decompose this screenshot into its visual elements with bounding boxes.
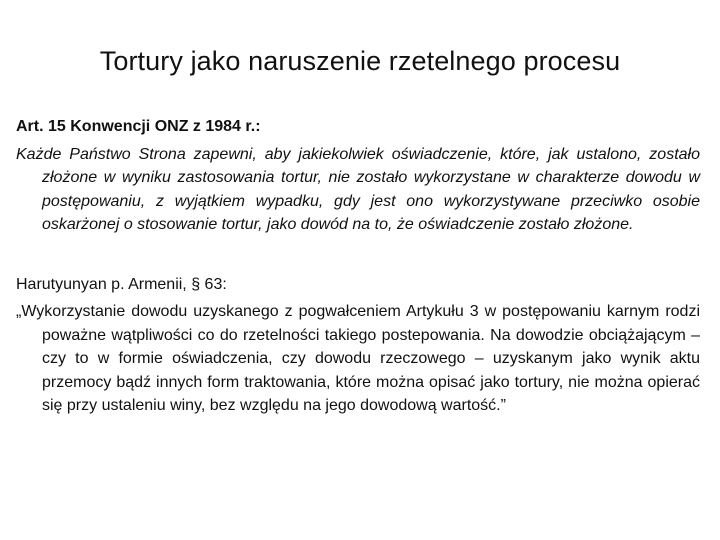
convention-article-text: Każde Państwo Strona zapewni, aby jakiekolwiek oświadczenie, które, jak ustalono, zostało złożone w wyniku zastosowania tortur, nie zostało wykorzystane w charakterze dowodu w postępowaniu, z wyjątkiem wypadku, gdy jest ono wykorzystywane przeciwko osobie oskarżonej o stosowanie tortur, jako dowód na to, że oświadczenie zostało złożone. (16, 145, 700, 233)
slide-content (16, 115, 700, 418)
convention-article-heading: Art. 15 Konwencji ONZ z 1984 r.: (16, 118, 261, 135)
case-heading: Harutyunyan p. Armenii, § 63: (16, 275, 227, 293)
section-spacer (16, 237, 700, 273)
slide-title: Tortury jako naruszenie rzetelnego procesu (99, 46, 621, 76)
case-quote-text: „Wykorzystanie dowodu uzyskanego z pogwałceniem Artykułu 3 w postępowaniu karnym rodzi poważne wątpliwości co do rzetelności takiego postepowania. Na dowodzie obciążającym – czy to w formie oświadczenia, czy dowodu rzeczowego – uzyskanym jako wynik aktu przemocy bądź innych form traktowania, które można opisać jako tortury, nie można opierać się przy ustaleniu winy, bez względu na jego dowodową wartość.” (16, 303, 700, 414)
